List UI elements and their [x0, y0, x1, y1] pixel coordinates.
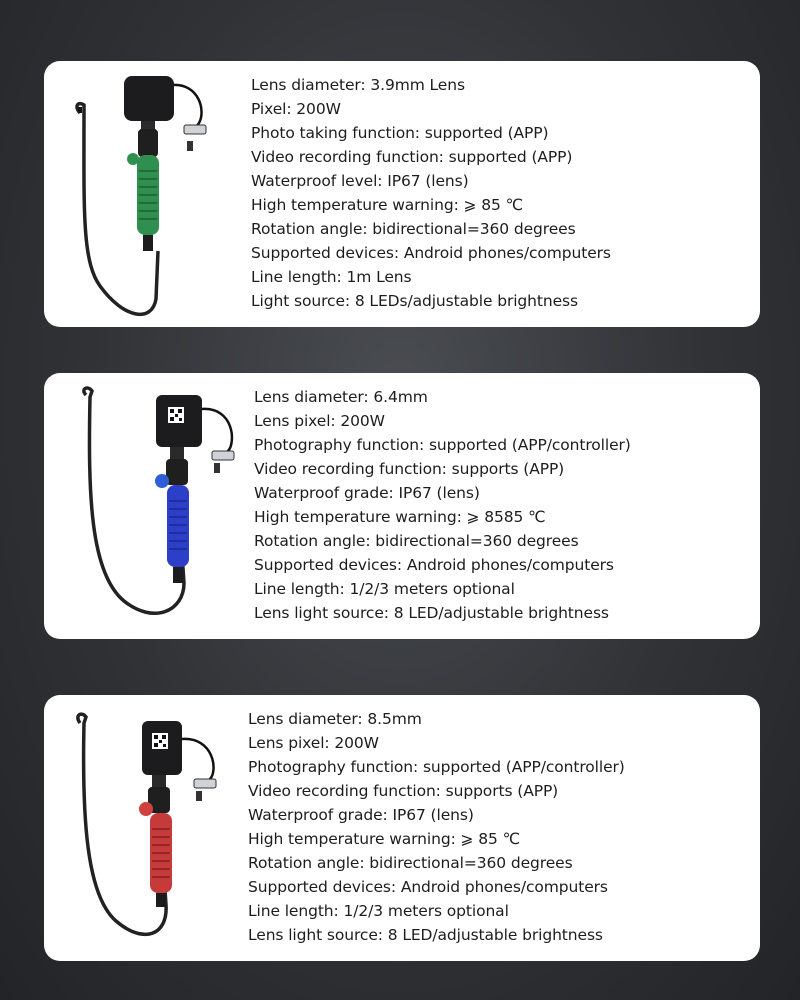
- spec-pixel: Pixel: 200W: [251, 100, 341, 118]
- spec-waterproof: Waterproof grade: IP67 (lens): [254, 484, 480, 502]
- usb-plug: [212, 451, 234, 460]
- endoscope-device-image: [44, 373, 244, 639]
- product-card-3-9mm: [44, 61, 760, 327]
- spec-photo-function: Photography function: supported (APP/controller): [248, 758, 625, 776]
- spec-light-source: Light source: 8 LEDs/adjustable brightness: [251, 292, 578, 310]
- product-card-6-4mm: [44, 373, 760, 639]
- spec-waterproof: Waterproof grade: IP67 (lens): [248, 806, 474, 824]
- spec-rotation-angle: Rotation angle: bidirectional=360 degrees: [248, 854, 573, 872]
- spec-waterproof: Waterproof level: IP67 (lens): [251, 172, 469, 190]
- spec-video-function: Video recording function: supports (APP): [254, 460, 565, 478]
- rotation-knob: [155, 474, 169, 488]
- spec-list: [251, 73, 611, 313]
- spec-light-source: Lens light source: 8 LED/adjustable brightness: [248, 926, 603, 944]
- camera-head-box: [124, 76, 174, 121]
- spec-list: [248, 707, 625, 947]
- handle-grip: [167, 485, 189, 567]
- spec-line-length: Line length: 1/2/3 meters optional: [254, 580, 515, 598]
- spec-photo-function: Photography function: supported (APP/controller): [254, 436, 631, 454]
- spec-pixel: Lens pixel: 200W: [248, 734, 379, 752]
- spec-line-length: Line length: 1m Lens: [251, 268, 412, 286]
- spec-rotation-angle: Rotation angle: bidirectional=360 degrees: [251, 220, 576, 238]
- spec-photo-function: Photo taking function: supported (APP): [251, 124, 549, 142]
- endoscope-device-image: [44, 61, 244, 327]
- spec-lens-diameter: Lens diameter: 6.4mm: [254, 388, 428, 406]
- spec-video-function: Video recording function: supports (APP): [248, 782, 559, 800]
- endoscope-device-image: [44, 695, 244, 961]
- spec-temperature-warning: High temperature warning: ⩾ 85 ℃: [251, 196, 523, 214]
- product-card-8-5mm: [44, 695, 760, 961]
- spec-supported-devices: Supported devices: Android phones/computers: [251, 244, 611, 262]
- rotation-knob: [139, 802, 153, 816]
- spec-temperature-warning: High temperature warning: ⩾ 85 ℃: [248, 830, 520, 848]
- spec-supported-devices: Supported devices: Android phones/computers: [248, 878, 608, 896]
- spec-temperature-warning: High temperature warning: ⩾ 8585 ℃: [254, 508, 546, 526]
- spec-pixel: Lens pixel: 200W: [254, 412, 385, 430]
- spec-list: [254, 385, 631, 625]
- spec-light-source: Lens light source: 8 LED/adjustable brightness: [254, 604, 609, 622]
- spec-supported-devices: Supported devices: Android phones/computers: [254, 556, 614, 574]
- spec-rotation-angle: Rotation angle: bidirectional=360 degrees: [254, 532, 579, 550]
- spec-lens-diameter: Lens diameter: 8.5mm: [248, 710, 422, 728]
- usb-cable: [202, 409, 232, 458]
- spec-video-function: Video recording function: supported (APP): [251, 148, 573, 166]
- usb-plug: [184, 125, 206, 134]
- spec-line-length: Line length: 1/2/3 meters optional: [248, 902, 509, 920]
- spec-lens-diameter: Lens diameter: 3.9mm Lens: [251, 76, 465, 94]
- usb-plug: [194, 779, 216, 788]
